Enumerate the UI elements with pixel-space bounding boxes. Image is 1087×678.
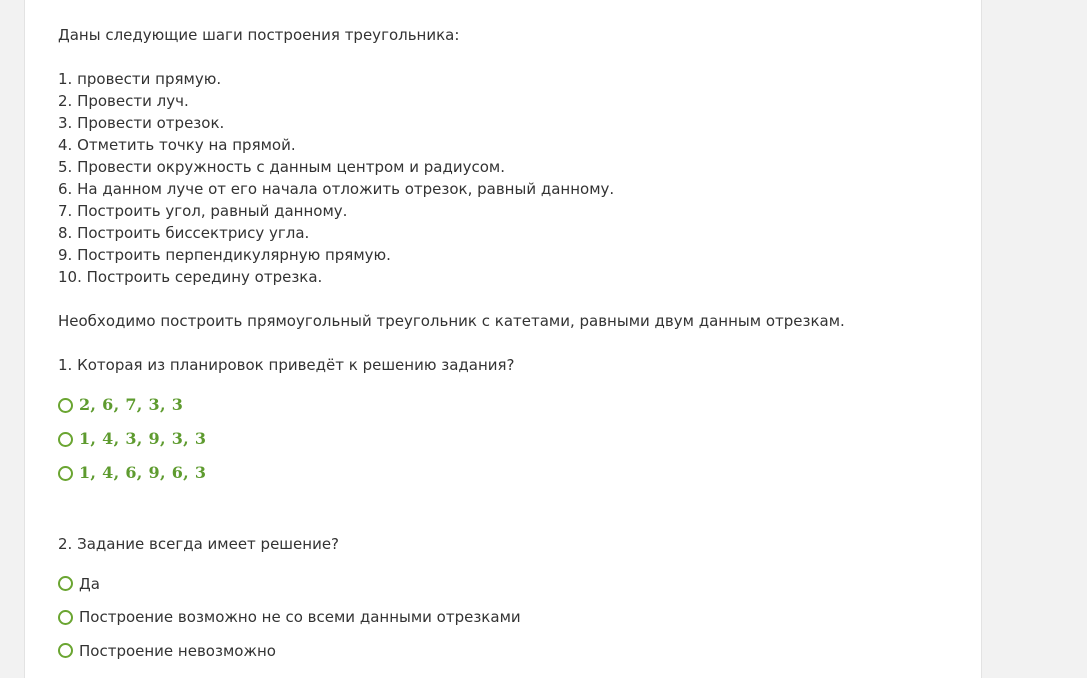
radio-button-icon[interactable] (58, 398, 73, 413)
q2-option-partial[interactable] (58, 601, 958, 635)
radio-button-icon[interactable] (58, 610, 73, 625)
question-2-options (58, 567, 958, 668)
q2-option-yes[interactable] (58, 567, 958, 601)
q1-option-label: 1, 4, 6, 9, 6, 3 (79, 463, 207, 482)
q1-option-2[interactable] (58, 422, 958, 456)
step-item: 9. Построить перпендикулярную прямую. (58, 246, 391, 264)
q1-option-label: 2, 6, 7, 3, 3 (79, 395, 184, 414)
step-item: 6. На данном луче от его начала отложить отрезок, равный данному. (58, 180, 615, 198)
question-2-block (58, 533, 958, 668)
question-2-text: 2. Задание всегда имеет решение? (58, 535, 340, 553)
q2-option-impossible[interactable] (58, 634, 958, 668)
q2-option-label: Построение возможно не со всеми данными отрезками (79, 608, 521, 627)
q1-option-3[interactable] (58, 456, 958, 490)
spacer (58, 288, 958, 310)
q1-option-1[interactable] (58, 388, 958, 422)
question-1-options (58, 388, 958, 490)
step-item: 8. Построить биссектрису угла. (58, 224, 310, 242)
spacer (58, 332, 958, 354)
task-goal: Необходимо построить прямоугольный треугольник с катетами, равными двум данным отрезкам. (58, 312, 845, 330)
radio-button-icon[interactable] (58, 466, 73, 481)
step-item: 1. провести прямую. (58, 70, 222, 88)
radio-button-icon[interactable] (58, 643, 73, 658)
step-item: 10. Построить середину отрезка. (58, 268, 323, 286)
step-item: 7. Построить угол, равный данному. (58, 202, 348, 220)
step-item: 3. Провести отрезок. (58, 114, 225, 132)
spacer (58, 46, 958, 68)
radio-button-icon[interactable] (58, 576, 73, 591)
radio-button-icon[interactable] (58, 432, 73, 447)
steps-list (58, 68, 958, 288)
question-content (58, 24, 958, 668)
step-item: 4. Отметить точку на прямой. (58, 136, 296, 154)
question-card (24, 0, 982, 678)
q2-option-label: Да (79, 574, 100, 593)
q1-option-label: 1, 4, 3, 9, 3, 3 (79, 429, 207, 448)
task-intro: Даны следующие шаги построения треугольника: (58, 26, 460, 44)
step-item: 2. Провести луч. (58, 92, 189, 110)
q2-option-label: Построение невозможно (79, 641, 276, 660)
question-1-text: 1. Которая из планировок приведёт к решению задания? (58, 356, 515, 374)
step-item: 5. Провести окружность с данным центром и радиусом. (58, 158, 505, 176)
